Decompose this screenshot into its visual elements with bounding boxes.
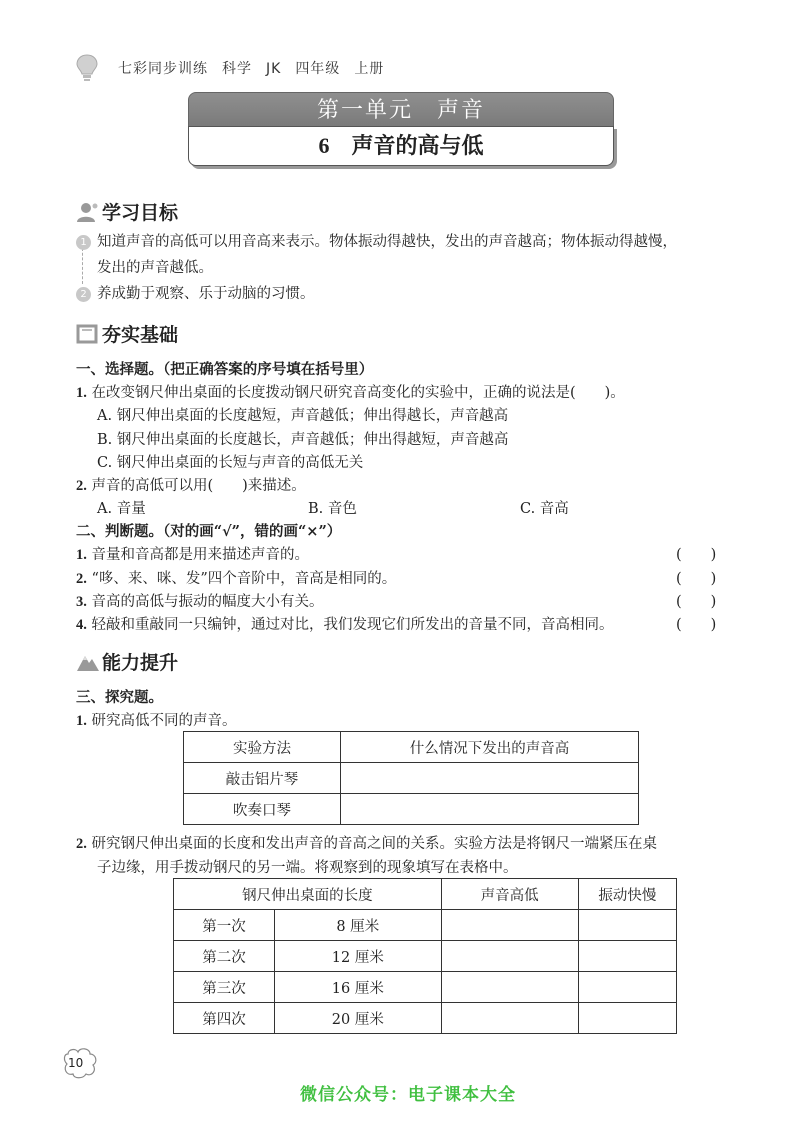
basics-heading: 夯实基础 xyxy=(76,320,178,347)
answer-paren[interactable]: ( ) xyxy=(676,571,717,587)
table-cell: 第一次 xyxy=(174,910,275,941)
table-cell: 20 厘米 xyxy=(275,1003,442,1034)
table-cell: 第二次 xyxy=(174,941,275,972)
answer-cell[interactable] xyxy=(441,972,578,1003)
part2-title: 二、判断题。（对的画“√”，错的画“×”） xyxy=(76,523,342,540)
table-header: 振动快慢 xyxy=(578,879,676,910)
goals-heading: 学习目标 xyxy=(76,198,178,225)
table-header: 什么情况下发出的声音高 xyxy=(341,732,639,763)
table-row xyxy=(174,972,677,1003)
sound-table xyxy=(183,731,639,825)
lesson-banner xyxy=(188,92,614,168)
answer-paren[interactable]: ( ) xyxy=(676,594,717,610)
mountain-icon xyxy=(76,652,100,672)
table-cell: 16 厘米 xyxy=(275,972,442,1003)
goal-divider xyxy=(82,248,83,284)
probe-2-cont: 子边缘，用手拨动钢尺的另一端。将观察到的现象填写在表格中。 xyxy=(97,860,518,876)
answer-cell[interactable] xyxy=(341,794,639,825)
part1-title: 一、选择题。（把正确答案的序号填在括号里） xyxy=(76,361,374,378)
q2-option-b: B. 音色 xyxy=(308,501,357,517)
answer-cell[interactable] xyxy=(578,910,676,941)
answer-paren[interactable]: ( ) xyxy=(676,547,717,563)
table-row xyxy=(174,941,677,972)
table-cell: 12 厘米 xyxy=(275,941,442,972)
goal-item-2: 2 养成勤于观察、乐于动脑的习惯。 xyxy=(76,282,315,303)
unit-title: 第一单元 声音 xyxy=(188,92,614,128)
probe-1: 1. 研究高低不同的声音。 xyxy=(76,713,237,729)
answer-cell[interactable] xyxy=(441,910,578,941)
probe-2: 2. 研究钢尺伸出桌面的长度和发出声音的音高之间的关系。实验方法是将钢尺一端紧压在桌 xyxy=(76,836,657,852)
person-icon xyxy=(76,202,100,222)
ruler-table xyxy=(173,878,677,1034)
table-row xyxy=(184,794,639,825)
page-number: 10 xyxy=(68,1056,84,1070)
footer-watermark: 微信公众号：电子课本大全 xyxy=(300,1085,516,1105)
q2-option-a: A. 音量 xyxy=(97,501,146,517)
question-2: 2. 声音的高低可以用( )来描述。 xyxy=(76,478,306,494)
judge-item-4: 4. 轻敲和重敲同一只编钟，通过对比，我们发现它们所发出的音量不同，音高相同。 xyxy=(76,617,614,633)
grade: 四年级 xyxy=(295,61,341,77)
answer-cell[interactable] xyxy=(441,1003,578,1034)
answer-cell[interactable] xyxy=(341,763,639,794)
question-1: 1. 在改变钢尺伸出桌面的长度拨动钢尺研究音高变化的实验中，正确的说法是( )。 xyxy=(76,385,625,401)
series-name: 七彩同步训练 xyxy=(118,61,208,77)
answer-paren[interactable]: ( ) xyxy=(676,617,717,633)
goal-item-1-cont: 发出的声音越低。 xyxy=(97,260,213,276)
q2-option-c: C. 音高 xyxy=(520,501,569,517)
advance-heading: 能力提升 xyxy=(76,648,178,675)
goal-number: 2 xyxy=(76,287,91,302)
lesson-title: 声音的高与低 xyxy=(351,133,484,159)
table-header: 声音高低 xyxy=(441,879,578,910)
table-row xyxy=(174,879,677,910)
goal-number: 1 xyxy=(76,235,91,250)
table-cell: 吹奏口琴 xyxy=(184,794,341,825)
lesson-title-box xyxy=(188,126,614,166)
part3-title: 三、探究题。 xyxy=(76,689,163,706)
answer-cell[interactable] xyxy=(441,941,578,972)
table-row xyxy=(174,1003,677,1034)
answer-cell[interactable] xyxy=(578,941,676,972)
goal-item-1: 1 知道声音的高低可以用音高来表示。物体振动得越快，发出的声音越高；物体振动得越慢， xyxy=(76,230,677,251)
table-row xyxy=(184,763,639,794)
lightbulb-icon xyxy=(74,53,100,83)
answer-cell[interactable] xyxy=(578,1003,676,1034)
page-header xyxy=(118,58,398,78)
judge-item-2: 2. “哆、来、咪、发”四个音阶中，音高是相同的。 xyxy=(76,571,397,587)
book-icon xyxy=(76,324,100,344)
edition: JK xyxy=(266,61,282,77)
q1-option-a: A. 钢尺伸出桌面的长度越短，声音越低；伸出得越长，声音越高 xyxy=(97,408,509,424)
table-cell: 敲击铝片琴 xyxy=(184,763,341,794)
table-cell: 第四次 xyxy=(174,1003,275,1034)
table-row xyxy=(174,910,677,941)
judge-item-3: 3. 音高的高低与振动的幅度大小有关。 xyxy=(76,594,324,610)
table-cell: 第三次 xyxy=(174,972,275,1003)
table-header: 实验方法 xyxy=(184,732,341,763)
volume: 上册 xyxy=(354,61,385,77)
answer-cell[interactable] xyxy=(578,972,676,1003)
subject: 科学 xyxy=(222,61,252,77)
table-cell: 8 厘米 xyxy=(275,910,442,941)
table-row xyxy=(184,732,639,763)
judge-item-1: 1. 音量和音高都是用来描述声音的。 xyxy=(76,547,309,563)
q1-option-b: B. 钢尺伸出桌面的长度越长，声音越低；伸出得越短，声音越高 xyxy=(97,432,509,448)
q1-option-c: C. 钢尺伸出桌面的长短与声音的高低无关 xyxy=(97,455,364,471)
lesson-number: 6 xyxy=(318,133,330,158)
table-header: 钢尺伸出桌面的长度 xyxy=(174,879,442,910)
